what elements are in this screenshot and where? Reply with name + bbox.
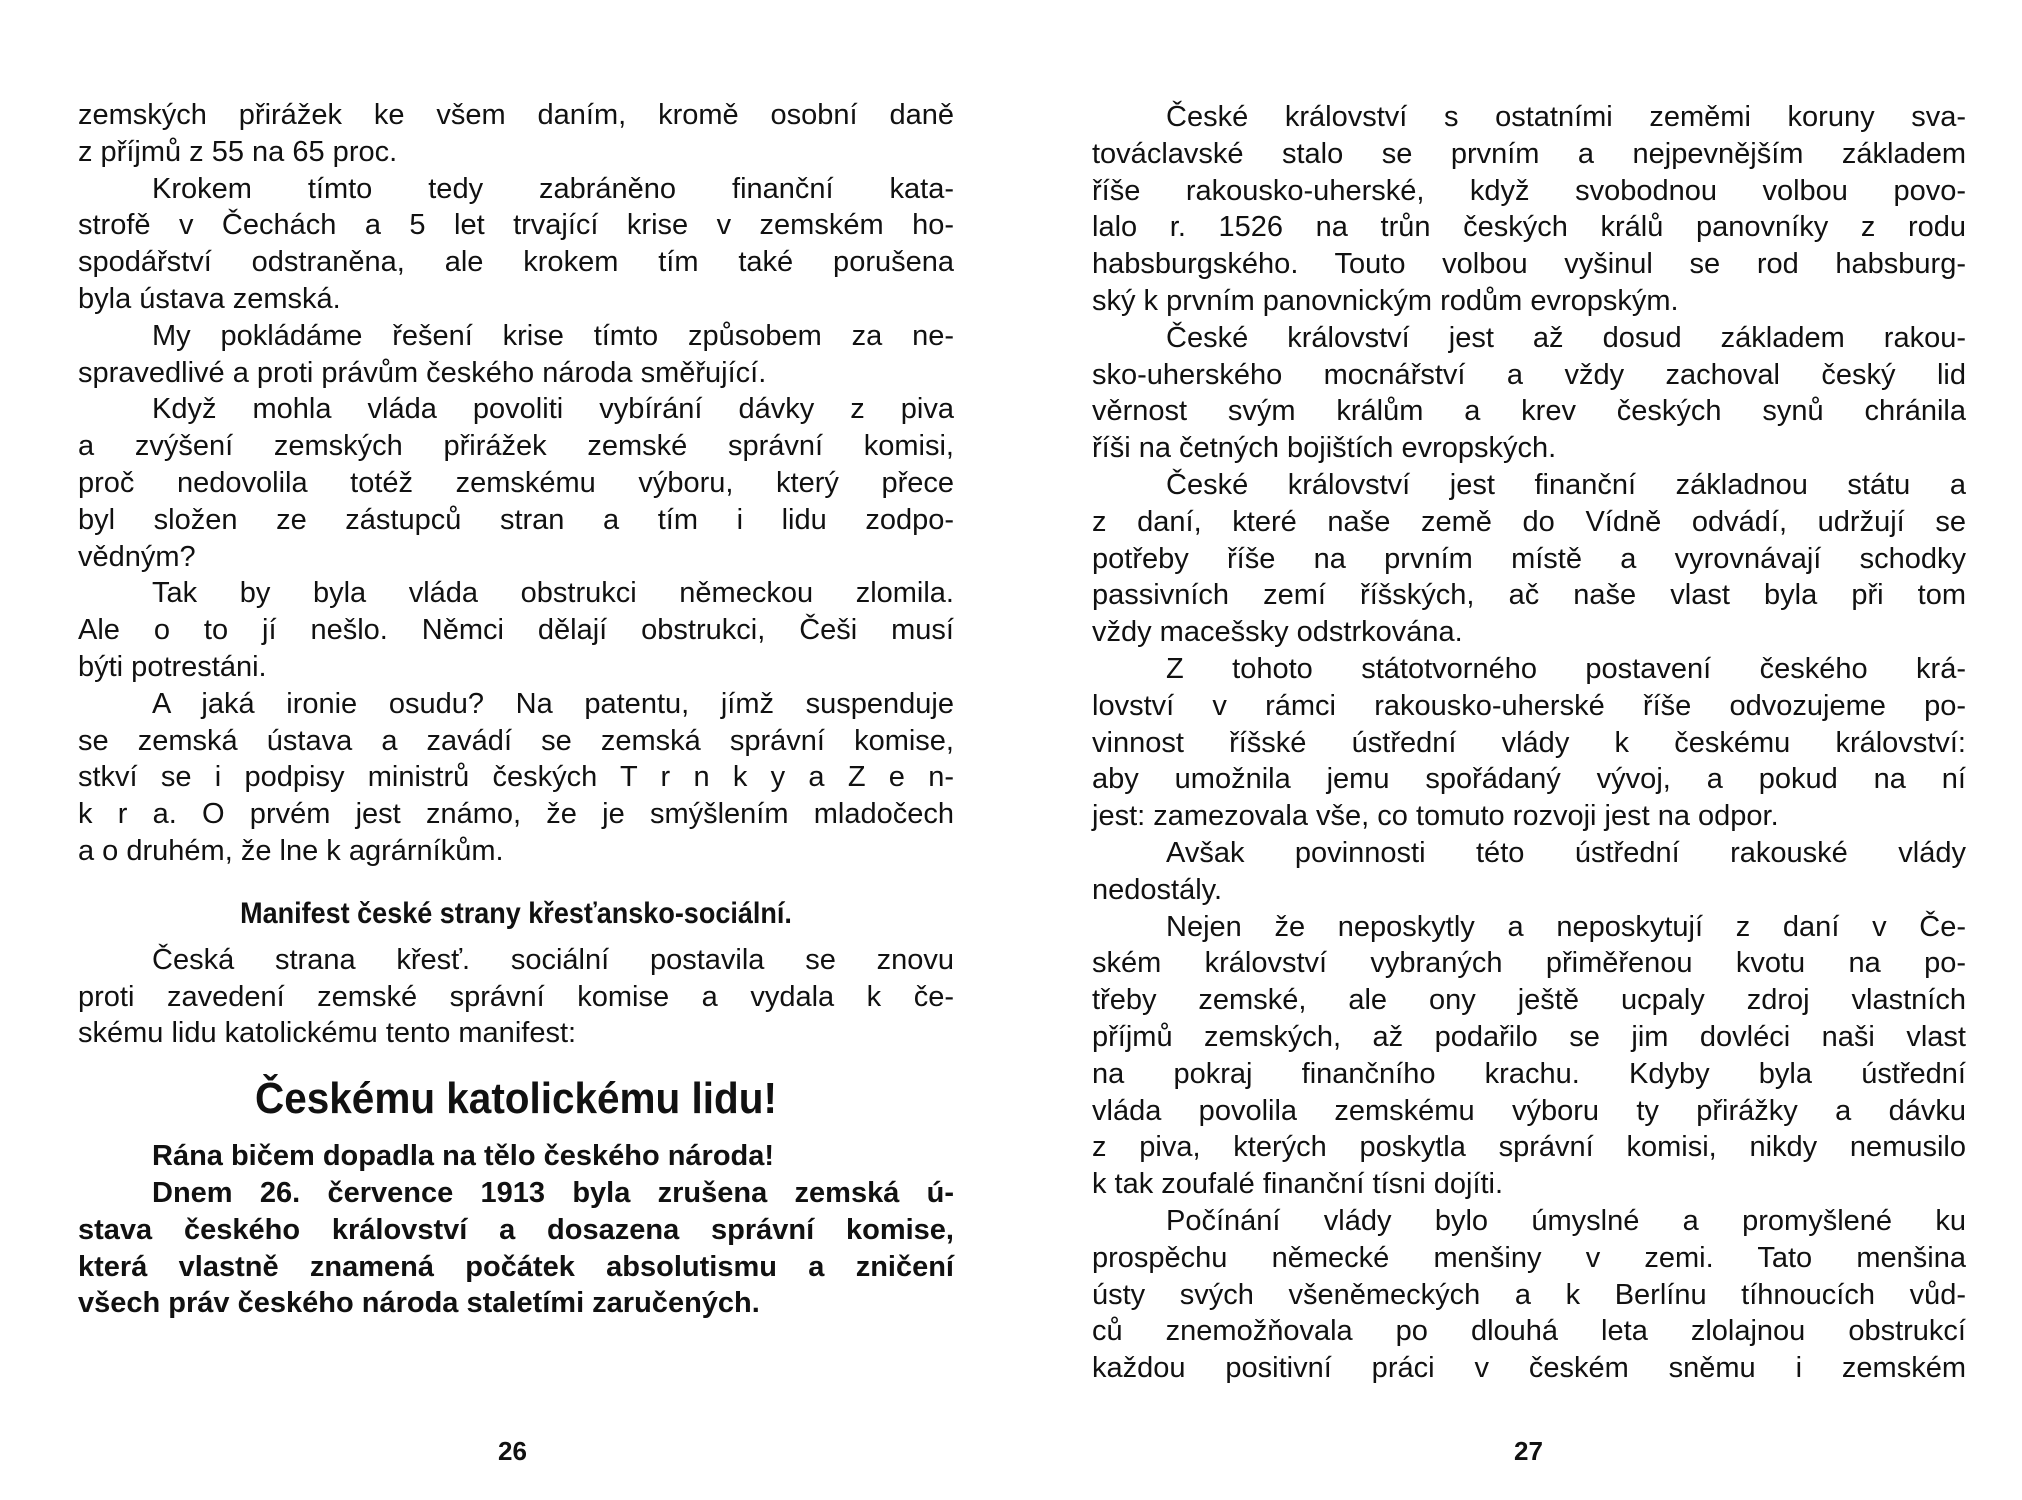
text-line: z daní, které naše země do Vídně odvádí, udržují se [1092,505,1966,538]
text-line: se zemská ústava a zavádí se zemská správní komise, [78,724,954,757]
text-line: jest: zamezovala vše, co tomuto rozvoji jest na odpor. [1092,800,1779,833]
text-line: věrnost svým králům a krev českých synů chránila [1092,395,1966,428]
text-line: proti zavedení zemské správní komise a vydala k če- [78,980,954,1013]
text-line: stkví se i podpisy ministrů českých T r n k y a Z e n- [78,761,954,794]
text-line: stava českého království a dosazena správní komise, [78,1213,954,1246]
text-line: byl složen ze zástupců stran a tím i lidu zodpo- [78,503,954,536]
text-line: byla ústava zemská. [78,282,341,315]
text-line: Krokem tímto tedy zabráněno finanční kata- [152,172,954,205]
text-line: na pokraj finančního krachu. Kdyby byla ústřední [1092,1057,1966,1090]
text-line: České království jest až dosud základem rakou- [1166,321,1966,354]
paragraph [78,171,954,318]
text-line: nedostály. [1092,873,1223,906]
paragraph [78,1175,954,1322]
text-line: vždy macešsky odstrkována. [1092,616,1463,649]
text-line: továclavské stalo se prvním a nejpevnějším základem [1092,137,1966,170]
paragraph [1092,651,1966,835]
paragraph [1092,467,1966,651]
text-line: sko-uherského mocnářství a vždy zachoval český lid [1092,358,1966,391]
text-line: potřeby říše na prvním místě a vyrovnávají schodky [1092,542,1966,575]
text-line: Ale o to jí nešlo. Němci dělají obstrukci, Češi musí [78,614,954,647]
text-line: Z tohoto státotvorného postavení českého krá- [1166,652,1966,685]
page-number-right: 27 [1514,1436,1543,1466]
text-line: býti potrestáni. [78,650,267,683]
text-line: každou positivní práci v českém sněmu i zemském [1092,1352,1966,1385]
text-line: aby umožnila jemu spořádaný vývoj, a pokud na ní [1092,763,1966,796]
text-line: říše rakousko-uherské, když svobodnou volbou povo- [1092,174,1966,207]
paragraph [78,686,954,870]
text-line: České království s ostatními zeměmi koruny sva- [1166,101,1966,133]
text-line: lalo r. 1526 na trůn českých králů panovníky z rodu [1092,211,1966,244]
right-page-text [1092,99,1966,1387]
page-number-left: 26 [498,1436,527,1466]
text-line: ském království vybraných přiměřenou kvotu na po- [1092,947,1966,980]
text-line: vláda povolila zemskému výboru ty přirážky a dávku [1092,1094,1966,1127]
text-line: všech práv českého národa staletími zaručených. [78,1287,760,1320]
text-line: strofě v Čechách a 5 let trvající krise v zemském ho- [78,209,954,242]
text-line: zemských přirážek ke všem daním, kromě osobní daně [78,99,954,131]
paragraph [78,1138,954,1175]
paragraph [1092,909,1966,1203]
text-line: spodářství odstraněna, ale krokem tím také porušena [78,246,954,279]
text-line: habsburgského. Touto volbou vyšinul se rod habsburg- [1092,248,1966,281]
text-line: ústy svých všeněmeckých a k Berlínu tíhnoucích vůd- [1092,1278,1966,1311]
text-line: prospěchu německé menšiny v zemi. Tato menšina [1092,1241,1966,1274]
paragraph [1092,835,1966,909]
text-line: Avšak povinnosti této ústřední rakouské vlády [1166,836,1966,869]
section-heading: Manifest české strany křesťansko-sociální. [240,896,792,930]
paragraph [78,575,954,685]
text-line: k tak zoufalé finanční tísni dojíti. [1092,1168,1504,1201]
text-line: Rána bičem dopadla na tělo českého národa! [152,1140,775,1173]
text-line: z piva, kterých poskytla správní komisi, nikdy nemusilo [1092,1131,1966,1164]
text-line: Počínání vlády bylo úmyslné a promyšlené ku [1166,1204,1966,1237]
paragraph [78,391,954,575]
text-line: a o druhém, že lne k agrárníkům. [78,834,504,867]
text-line: ský k prvním panovnickým rodům evropským. [1092,284,1679,317]
text-line: Dnem 26. července 1913 byla zrušena zemská ú- [152,1176,954,1209]
text-line: ců znemožňovala po dlouhá leta zlolajnou obstrukcí [1092,1315,1966,1348]
paragraph [1092,99,1966,320]
text-line: Tak by byla vláda obstrukci německou zlomila. [152,577,954,610]
main-heading: Českému katolickému lidu! [255,1074,777,1124]
text-line: příjmů zemských, až podařilo se jim dovléci naši vlast [1092,1020,1966,1053]
paragraph [78,318,954,392]
text-line: České království jest finanční základnou státu a [1166,468,1966,501]
text-line: spravedlivé a proti právům českého národa směřující. [78,356,767,389]
text-line: lovství v rámci rakousko-uherské říše odvozujeme po- [1092,689,1966,722]
text-line: proč nedovolila totéž zemskému výboru, který přece [78,466,954,499]
paragraph [78,942,954,1052]
text-line: a zvýšení zemských přirážek zemské správní komisi, [78,430,954,463]
text-line: A jaká ironie osudu? Na patentu, jímž suspenduje [152,687,954,720]
paragraph [78,97,954,171]
text-line: třeby zemské, ale ony ještě ucpaly zdroj vlastních [1092,984,1966,1017]
text-line: skému lidu katolickému tento manifest: [78,1017,577,1050]
text-line: vědným? [78,540,196,573]
paragraph [1092,1203,1966,1387]
text-line: Česká strana křesť. sociální postavila se znovu [152,943,954,976]
paragraph [1092,320,1966,467]
text-line: Když mohla vláda povoliti vybírání dávky z piva [152,393,954,426]
text-line: Nejen že neposkytly a neposkytují z daní v Če- [1166,910,1966,943]
text-line: říši na četných bojištích evropských. [1092,432,1557,465]
text-line: která vlastně znamená počátek absolutismu a zničení [78,1250,954,1283]
left-page-text [78,97,954,1322]
text-line: vinnost říšské ústřední vlády k českému království: [1092,726,1966,759]
text-line: My pokládáme řešení krise tímto způsobem za ne- [152,319,954,352]
text-line: z příjmů z 55 na 65 proc. [78,135,398,168]
text-line: k r a. O prvém jest známo, že je smýšlením mladočech [78,798,954,831]
text-line: passivních zemí říšských, ač naše vlast byla při tom [1092,579,1966,612]
